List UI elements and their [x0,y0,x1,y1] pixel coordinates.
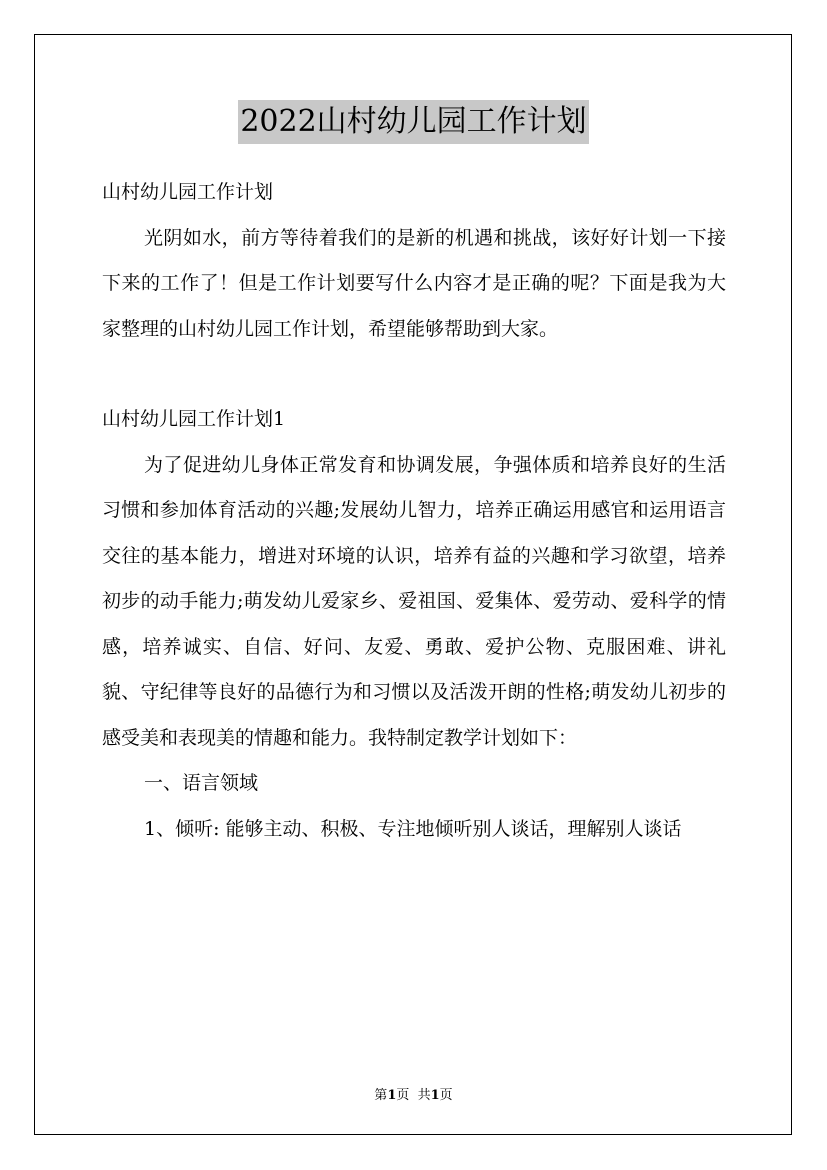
paragraph-spacer [102,352,726,397]
footer-page-mid: 页 共 [396,1088,431,1103]
footer-page-prefix: 第 [374,1088,388,1103]
footer-page-number: 1 [387,1088,397,1103]
intro-paragraph: 光阴如水，前方等待着我们的是新的机遇和挑战，该好好计划一下接下来的工作了！但是工作计划要写什么内容才是正确的呢？下面是我为大家整理的山村幼儿园工作计划，希望能够帮助到大家。 [102,226,726,340]
subsection-heading: 一、语言领域 [144,772,259,794]
page-footer [0,1084,827,1103]
section-heading: 山村幼儿园工作计划1 [102,408,286,430]
list-item: 1、倾听: 能够主动、积极、专注地倾听别人谈话，理解别人谈话 [144,817,682,840]
document-title: 2022山村幼儿园工作计划 [238,100,588,144]
document-body [102,170,726,852]
footer-page-suffix: 页 [439,1088,453,1103]
footer-page-total: 1 [430,1088,440,1103]
document-subtitle: 山村幼儿园工作计划 [102,181,274,203]
title-container [0,100,827,144]
section-paragraph: 为了促进幼儿身体正常发育和协调发展，争强体质和培养良好的生活习惯和参加体育活动的兴趣;发展幼儿智力，培养正确运用感官和运用语言交往的基本能力，增进对环境的认识，培养有益的兴趣和学习欲望，培养初步的动手能力;萌发幼儿爱家乡、爱祖国、爱集体、爱劳动、爱科学的情感，培养诚实、自信、好问、友爱、勇敢、爱护公物、克服困难、讲礼貌、守纪律等良好的品德行为和习惯以及活泼开朗的性格;萌发幼儿初步的感受美和表现美的情趣和能力。我特制定教学计划如下： [102,453,726,749]
